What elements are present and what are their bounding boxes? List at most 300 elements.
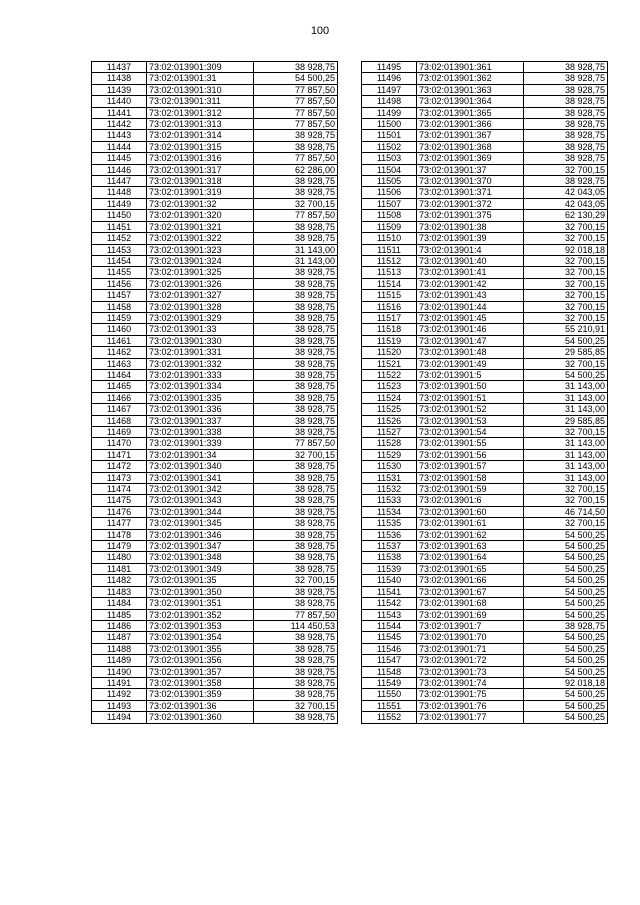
table-row (92, 347, 338, 358)
table-row (92, 73, 338, 84)
cadastral-value: 38 928,75 (254, 278, 338, 289)
cadastral-value: 29 585,85 (524, 347, 608, 358)
cadastral-number: 73:02:013901:352 (147, 609, 254, 620)
cadastral-number: 73:02:013901:353 (147, 620, 254, 631)
row-number: 11496 (362, 73, 417, 84)
table-row (362, 506, 608, 517)
cadastral-number: 73:02:013901:61 (417, 518, 524, 529)
cadastral-value: 32 700,15 (524, 484, 608, 495)
cadastral-value: 38 928,75 (254, 392, 338, 403)
cadastral-value: 62 286,00 (254, 164, 338, 175)
row-number: 11458 (92, 301, 147, 312)
cadastral-value: 54 500,25 (524, 586, 608, 597)
table-row (92, 176, 338, 187)
cadastral-value: 42 043,05 (524, 187, 608, 198)
table-row (92, 598, 338, 609)
row-number: 11487 (92, 632, 147, 643)
table-row (92, 290, 338, 301)
row-number: 11513 (362, 267, 417, 278)
table-row (92, 335, 338, 346)
table-row (362, 369, 608, 380)
cadastral-value: 54 500,25 (254, 73, 338, 84)
cadastral-number: 73:02:013901:348 (147, 552, 254, 563)
row-number: 11468 (92, 415, 147, 426)
row-number: 11510 (362, 233, 417, 244)
cadastral-number: 73:02:013901:33 (147, 324, 254, 335)
cadastral-number: 73:02:013901:316 (147, 153, 254, 164)
cadastral-value: 31 143,00 (524, 392, 608, 403)
cadastral-number: 73:02:013901:35 (147, 575, 254, 586)
table-row (362, 73, 608, 84)
table-row (362, 689, 608, 700)
cadastral-value: 54 500,25 (524, 655, 608, 666)
cadastral-value: 38 928,75 (254, 324, 338, 335)
cadastral-value: 62 130,29 (524, 210, 608, 221)
cadastral-value: 54 500,25 (524, 666, 608, 677)
row-number: 11461 (92, 335, 147, 346)
table-row (92, 392, 338, 403)
cadastral-number: 73:02:013901:324 (147, 255, 254, 266)
row-number: 11465 (92, 381, 147, 392)
table-row (92, 107, 338, 118)
cadastral-value: 77 857,50 (254, 107, 338, 118)
table-row (92, 689, 338, 700)
row-number: 11544 (362, 620, 417, 631)
cadastral-number: 73:02:013901:340 (147, 461, 254, 472)
table-row (362, 632, 608, 643)
row-number: 11466 (92, 392, 147, 403)
table-row (362, 563, 608, 574)
row-number: 11533 (362, 495, 417, 506)
row-number: 11545 (362, 632, 417, 643)
cadastral-value: 31 143,00 (524, 449, 608, 460)
cadastral-number: 73:02:013901:38 (417, 221, 524, 232)
cadastral-number: 73:02:013901:54 (417, 427, 524, 438)
cadastral-number: 73:02:013901:5 (417, 369, 524, 380)
cadastral-value: 32 700,15 (524, 278, 608, 289)
cadastral-number: 73:02:013901:71 (417, 643, 524, 654)
row-number: 11452 (92, 233, 147, 244)
row-number: 11445 (92, 153, 147, 164)
table-row (92, 358, 338, 369)
cadastral-value: 54 500,25 (524, 598, 608, 609)
cadastral-number: 73:02:013901:52 (417, 404, 524, 415)
table-row (92, 221, 338, 232)
row-number: 11540 (362, 575, 417, 586)
cadastral-number: 73:02:013901:367 (417, 130, 524, 141)
cadastral-number: 73:02:013901:344 (147, 506, 254, 517)
table-row (362, 153, 608, 164)
table-row (362, 575, 608, 586)
left-table-body (92, 62, 338, 724)
row-number: 11462 (92, 347, 147, 358)
row-number: 11460 (92, 324, 147, 335)
row-number: 11526 (362, 415, 417, 426)
cadastral-value: 114 450,53 (254, 620, 338, 631)
cadastral-number: 73:02:013901:334 (147, 381, 254, 392)
cadastral-number: 73:02:013901:336 (147, 404, 254, 415)
cadastral-number: 73:02:013901:363 (417, 84, 524, 95)
row-number: 11447 (92, 176, 147, 187)
row-number: 11503 (362, 153, 417, 164)
table-row (92, 495, 338, 506)
row-number: 11538 (362, 552, 417, 563)
cadastral-number: 73:02:013901:360 (147, 712, 254, 723)
table-row (362, 392, 608, 403)
cadastral-number: 73:02:013901:359 (147, 689, 254, 700)
row-number: 11442 (92, 119, 147, 130)
row-number: 11485 (92, 609, 147, 620)
table-row (362, 643, 608, 654)
cadastral-value: 77 857,50 (254, 96, 338, 107)
cadastral-number: 73:02:013901:318 (147, 176, 254, 187)
row-number: 11519 (362, 335, 417, 346)
row-number: 11472 (92, 461, 147, 472)
cadastral-number: 73:02:013901:354 (147, 632, 254, 643)
row-number: 11552 (362, 712, 417, 723)
cadastral-value: 38 928,75 (254, 415, 338, 426)
table-row (92, 404, 338, 415)
cadastral-number: 73:02:013901:4 (417, 244, 524, 255)
cadastral-number: 73:02:013901:60 (417, 506, 524, 517)
cadastral-number: 73:02:013901:73 (417, 666, 524, 677)
row-number: 11477 (92, 518, 147, 529)
table-row (92, 518, 338, 529)
table-row (362, 415, 608, 426)
cadastral-number: 73:02:013901:331 (147, 347, 254, 358)
row-number: 11467 (92, 404, 147, 415)
cadastral-number: 73:02:013901:361 (417, 62, 524, 73)
cadastral-value: 38 928,75 (254, 312, 338, 323)
row-number: 11549 (362, 677, 417, 688)
table-row (92, 210, 338, 221)
row-number: 11522 (362, 369, 417, 380)
row-number: 11463 (92, 358, 147, 369)
cadastral-value: 54 500,25 (524, 689, 608, 700)
cadastral-value: 38 928,75 (524, 176, 608, 187)
row-number: 11441 (92, 107, 147, 118)
row-number: 11493 (92, 700, 147, 711)
cadastral-number: 73:02:013901:309 (147, 62, 254, 73)
table-row (362, 96, 608, 107)
cadastral-value: 32 700,15 (524, 427, 608, 438)
table-row (92, 552, 338, 563)
table-row (362, 290, 608, 301)
cadastral-number: 73:02:013901:39 (417, 233, 524, 244)
cadastral-value: 38 928,75 (254, 130, 338, 141)
cadastral-value: 32 700,15 (524, 312, 608, 323)
cadastral-value: 38 928,75 (524, 153, 608, 164)
table-row (362, 586, 608, 597)
cadastral-number: 73:02:013901:51 (417, 392, 524, 403)
cadastral-value: 38 928,75 (254, 689, 338, 700)
table-row (362, 609, 608, 620)
cadastral-value: 77 857,50 (254, 438, 338, 449)
row-number: 11470 (92, 438, 147, 449)
table-row (92, 278, 338, 289)
cadastral-number: 73:02:013901:350 (147, 586, 254, 597)
table-row (362, 598, 608, 609)
cadastral-value: 38 928,75 (254, 472, 338, 483)
row-number: 11475 (92, 495, 147, 506)
table-row (92, 62, 338, 73)
table-row (92, 164, 338, 175)
row-number: 11531 (362, 472, 417, 483)
row-number: 11453 (92, 244, 147, 255)
cadastral-number: 73:02:013901:34 (147, 449, 254, 460)
table-row (362, 233, 608, 244)
row-number: 11443 (92, 130, 147, 141)
row-number: 11525 (362, 404, 417, 415)
row-number: 11518 (362, 324, 417, 335)
row-number: 11464 (92, 369, 147, 380)
cadastral-value: 31 143,00 (254, 244, 338, 255)
row-number: 11528 (362, 438, 417, 449)
table-row (92, 449, 338, 460)
cadastral-value: 38 928,75 (254, 301, 338, 312)
cadastral-number: 73:02:013901:314 (147, 130, 254, 141)
cadastral-value: 31 143,00 (524, 461, 608, 472)
cadastral-value: 54 500,25 (524, 712, 608, 723)
cadastral-value: 38 928,75 (254, 381, 338, 392)
cadastral-number: 73:02:013901:313 (147, 119, 254, 130)
row-number: 11446 (92, 164, 147, 175)
cadastral-value: 38 928,75 (254, 347, 338, 358)
table-row (362, 438, 608, 449)
row-number: 11541 (362, 586, 417, 597)
page-number: 100 (310, 25, 330, 37)
cadastral-value: 77 857,50 (254, 210, 338, 221)
cadastral-value: 38 928,75 (254, 187, 338, 198)
row-number: 11439 (92, 84, 147, 95)
cadastral-value: 38 928,75 (524, 130, 608, 141)
table-row (362, 278, 608, 289)
row-number: 11471 (92, 449, 147, 460)
row-number: 11501 (362, 130, 417, 141)
table-row (362, 347, 608, 358)
cadastral-value: 54 500,25 (524, 335, 608, 346)
row-number: 11520 (362, 347, 417, 358)
table-row (362, 84, 608, 95)
row-number: 11488 (92, 643, 147, 654)
table-row (362, 119, 608, 130)
table-row (362, 176, 608, 187)
right-register-table (361, 61, 608, 724)
table-row (362, 210, 608, 221)
table-row (92, 586, 338, 597)
cadastral-value: 38 928,75 (254, 461, 338, 472)
table-row (362, 700, 608, 711)
cadastral-number: 73:02:013901:366 (417, 119, 524, 130)
row-number: 11500 (362, 119, 417, 130)
cadastral-number: 73:02:013901:49 (417, 358, 524, 369)
row-number: 11478 (92, 529, 147, 540)
cadastral-value: 38 928,75 (524, 620, 608, 631)
cadastral-value: 38 928,75 (254, 221, 338, 232)
row-number: 11469 (92, 427, 147, 438)
row-number: 11548 (362, 666, 417, 677)
cadastral-value: 32 700,15 (524, 495, 608, 506)
cadastral-number: 73:02:013901:72 (417, 655, 524, 666)
row-number: 11521 (362, 358, 417, 369)
cadastral-value: 38 928,75 (254, 712, 338, 723)
cadastral-value: 38 928,75 (254, 267, 338, 278)
row-number: 11482 (92, 575, 147, 586)
row-number: 11484 (92, 598, 147, 609)
cadastral-number: 73:02:013901:68 (417, 598, 524, 609)
cadastral-value: 38 928,75 (254, 632, 338, 643)
row-number: 11512 (362, 255, 417, 266)
table-row (362, 449, 608, 460)
row-number: 11547 (362, 655, 417, 666)
cadastral-value: 54 500,25 (524, 575, 608, 586)
cadastral-number: 73:02:013901:46 (417, 324, 524, 335)
cadastral-number: 73:02:013901:55 (417, 438, 524, 449)
cadastral-value: 38 928,75 (254, 541, 338, 552)
cadastral-number: 73:02:013901:315 (147, 141, 254, 152)
cadastral-value: 38 928,75 (524, 73, 608, 84)
cadastral-number: 73:02:013901:41 (417, 267, 524, 278)
cadastral-number: 73:02:013901:43 (417, 290, 524, 301)
cadastral-number: 73:02:013901:317 (147, 164, 254, 175)
row-number: 11491 (92, 677, 147, 688)
cadastral-value: 31 143,00 (524, 438, 608, 449)
cadastral-number: 73:02:013901:7 (417, 620, 524, 631)
cadastral-number: 73:02:013901:369 (417, 153, 524, 164)
cadastral-value: 54 500,25 (524, 552, 608, 563)
cadastral-value: 32 700,15 (524, 267, 608, 278)
cadastral-value: 38 928,75 (254, 484, 338, 495)
cadastral-number: 73:02:013901:76 (417, 700, 524, 711)
cadastral-value: 54 500,25 (524, 541, 608, 552)
cadastral-value: 38 928,75 (254, 666, 338, 677)
cadastral-value: 38 928,75 (524, 119, 608, 130)
table-row (362, 312, 608, 323)
row-number: 11489 (92, 655, 147, 666)
cadastral-number: 73:02:013901:47 (417, 335, 524, 346)
cadastral-number: 73:02:013901:346 (147, 529, 254, 540)
table-row (92, 130, 338, 141)
row-number: 11456 (92, 278, 147, 289)
cadastral-value: 38 928,75 (254, 518, 338, 529)
cadastral-number: 73:02:013901:74 (417, 677, 524, 688)
cadastral-value: 38 928,75 (254, 335, 338, 346)
table-row (362, 198, 608, 209)
cadastral-number: 73:02:013901:332 (147, 358, 254, 369)
cadastral-value: 55 210,91 (524, 324, 608, 335)
cadastral-value: 31 143,00 (524, 472, 608, 483)
cadastral-number: 73:02:013901:37 (417, 164, 524, 175)
table-row (362, 552, 608, 563)
cadastral-value: 32 700,15 (524, 301, 608, 312)
cadastral-number: 73:02:013901:56 (417, 449, 524, 460)
cadastral-number: 73:02:013901:323 (147, 244, 254, 255)
table-row (362, 404, 608, 415)
cadastral-number: 73:02:013901:355 (147, 643, 254, 654)
cadastral-value: 54 500,25 (524, 609, 608, 620)
table-row (362, 495, 608, 506)
table-row (362, 324, 608, 335)
cadastral-number: 73:02:013901:364 (417, 96, 524, 107)
table-row (92, 381, 338, 392)
table-row (362, 335, 608, 346)
cadastral-value: 38 928,75 (254, 643, 338, 654)
row-number: 11451 (92, 221, 147, 232)
row-number: 11504 (362, 164, 417, 175)
cadastral-value: 31 143,00 (524, 404, 608, 415)
cadastral-value: 54 500,25 (524, 529, 608, 540)
row-number: 11481 (92, 563, 147, 574)
cadastral-value: 31 143,00 (254, 255, 338, 266)
cadastral-value: 77 857,50 (254, 609, 338, 620)
cadastral-value: 32 700,15 (524, 358, 608, 369)
table-row (92, 96, 338, 107)
cadastral-number: 73:02:013901:342 (147, 484, 254, 495)
cadastral-number: 73:02:013901:365 (417, 107, 524, 118)
cadastral-value: 54 500,25 (524, 643, 608, 654)
row-number: 11492 (92, 689, 147, 700)
cadastral-number: 73:02:013901:327 (147, 290, 254, 301)
row-number: 11539 (362, 563, 417, 574)
row-number: 11490 (92, 666, 147, 677)
row-number: 11476 (92, 506, 147, 517)
table-row (362, 255, 608, 266)
table-row (92, 666, 338, 677)
cadastral-value: 77 857,50 (254, 119, 338, 130)
cadastral-value: 32 700,15 (524, 233, 608, 244)
cadastral-value: 38 928,75 (254, 141, 338, 152)
cadastral-number: 73:02:013901:339 (147, 438, 254, 449)
cadastral-value: 38 928,75 (254, 598, 338, 609)
table-row (362, 666, 608, 677)
table-row (362, 518, 608, 529)
cadastral-number: 73:02:013901:53 (417, 415, 524, 426)
table-row (362, 541, 608, 552)
cadastral-value: 92 018,18 (524, 677, 608, 688)
cadastral-number: 73:02:013901:357 (147, 666, 254, 677)
row-number: 11524 (362, 392, 417, 403)
row-number: 11497 (362, 84, 417, 95)
cadastral-number: 73:02:013901:349 (147, 563, 254, 574)
cadastral-value: 38 928,75 (254, 290, 338, 301)
table-row (362, 221, 608, 232)
table-row (92, 620, 338, 631)
cadastral-value: 38 928,75 (254, 586, 338, 597)
cadastral-number: 73:02:013901:50 (417, 381, 524, 392)
row-number: 11508 (362, 210, 417, 221)
cadastral-number: 73:02:013901:69 (417, 609, 524, 620)
cadastral-value: 32 700,15 (524, 255, 608, 266)
cadastral-number: 73:02:013901:32 (147, 198, 254, 209)
table-row (92, 609, 338, 620)
table-row (362, 358, 608, 369)
row-number: 11480 (92, 552, 147, 563)
cadastral-number: 73:02:013901:370 (417, 176, 524, 187)
row-number: 11509 (362, 221, 417, 232)
cadastral-number: 73:02:013901:341 (147, 472, 254, 483)
table-row (92, 141, 338, 152)
table-row (92, 677, 338, 688)
row-number: 11473 (92, 472, 147, 483)
cadastral-number: 73:02:013901:40 (417, 255, 524, 266)
cadastral-number: 73:02:013901:375 (417, 210, 524, 221)
cadastral-value: 32 700,15 (254, 449, 338, 460)
table-row (92, 529, 338, 540)
table-row (92, 244, 338, 255)
cadastral-value: 42 043,05 (524, 198, 608, 209)
table-row (92, 438, 338, 449)
row-number: 11437 (92, 62, 147, 73)
